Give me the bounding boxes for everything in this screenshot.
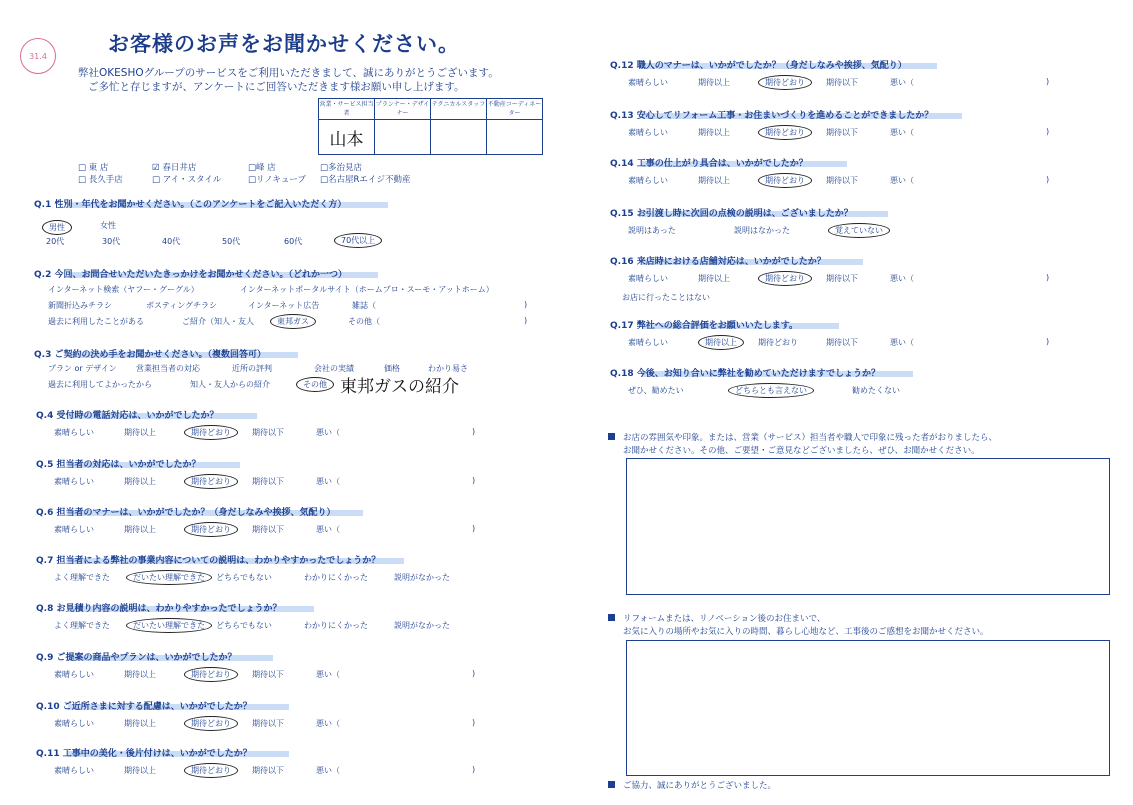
page-title: お客様のお声をお聞かせください。	[108, 32, 460, 56]
comment-2-textarea[interactable]	[626, 640, 1110, 776]
date-stamp-text: 31.4	[29, 51, 47, 61]
q10-option-6: )	[472, 718, 476, 727]
q3-opt-other[interactable]: その他	[296, 377, 334, 392]
q15-label: Q.15 お引渡し時に次回の点検の説明は、ございましたか？	[610, 209, 853, 219]
comment-2-prompt	[608, 613, 989, 639]
q8-option-1[interactable]: よく理解できた	[54, 621, 110, 630]
staff-header-technical: テクニカルスタッフ	[431, 99, 487, 120]
q5-option-1[interactable]: 素晴らしい	[54, 477, 94, 486]
staff-header-sales: 営業・サービス担当者	[319, 99, 375, 120]
q6-option-5[interactable]: 悪い（	[316, 525, 340, 534]
q9-option-3[interactable]: 期待どおり	[184, 667, 238, 682]
q17-option-4[interactable]: 期待以下	[826, 338, 858, 347]
q4-label: Q.4 受付時の電話対応は、いかがでしたか？	[36, 411, 219, 421]
q3-opt-clarity[interactable]: わかり易さ	[428, 364, 468, 373]
comment-1-prompt-line-1: お店の雰囲気や印象。または、営業（サービス）担当者や職人で印象に残った者がおりましたら、	[623, 433, 998, 443]
q5-label: Q.5 担当者の対応は、いかがでしたか？	[36, 460, 201, 470]
q1-age-50s[interactable]: 50代	[222, 237, 241, 246]
comment-1-bullet	[608, 433, 615, 440]
store-checkbox-renocube[interactable]: □リノキューブ	[248, 175, 306, 185]
staff-table	[318, 98, 543, 155]
store-checkbox-nagakute[interactable]: □ 長久手店	[78, 175, 123, 185]
q16-option-6: )	[1046, 273, 1050, 282]
q17-label: Q.17 弊社への総合評価をお願いいたします。	[610, 321, 799, 331]
q9-option-4[interactable]: 期待以下	[252, 670, 284, 679]
q2-opt-newspaper-flyer[interactable]: 新聞折込みチラシ	[48, 301, 112, 310]
q3-label: Q.3 ご契約の決め手をお聞かせください。（複数回答可）	[34, 350, 266, 360]
staff-sales-name[interactable]: 山本	[319, 120, 375, 155]
q1-label: Q.1 性別・年代をお聞かせください。（このアンケートをご記入いただく方）	[34, 200, 347, 210]
q5-option-3[interactable]: 期待どおり	[184, 474, 238, 489]
q13-option-2[interactable]: 期待以上	[698, 128, 730, 137]
q16-label: Q.16 来店時における店舗対応は、いかがでしたか？	[610, 257, 826, 267]
q5-option-5[interactable]: 悪い（	[316, 477, 340, 486]
staff-header-planner: プランナー・デザイナー	[375, 99, 431, 120]
q17-option-3[interactable]: 期待どおり	[758, 338, 798, 347]
staff-realestate-cell[interactable]	[487, 120, 543, 155]
q1-age-30s[interactable]: 30代	[102, 237, 121, 246]
q3-opt-plan-design[interactable]: プラン or デザイン	[48, 364, 117, 373]
q10-option-3[interactable]: 期待どおり	[184, 716, 238, 731]
q7-option-5[interactable]: 説明がなかった	[394, 573, 450, 582]
q8-option-2[interactable]: だいたい理解できた	[126, 618, 212, 633]
q6-option-4[interactable]: 期待以下	[252, 525, 284, 534]
q3-opt-reputation[interactable]: 近所の評判	[232, 364, 272, 373]
q14-option-5[interactable]: 悪い（	[890, 176, 914, 185]
q12-option-3[interactable]: 期待どおり	[758, 75, 812, 90]
q12-option-5[interactable]: 悪い（	[890, 78, 914, 87]
q17-option-6: )	[1046, 337, 1050, 346]
q18-option-2[interactable]: どちらとも言えない	[728, 383, 814, 398]
q6-option-3[interactable]: 期待どおり	[184, 522, 238, 537]
store-checkbox-nagoya-r-age[interactable]: □名古屋Rエイジ不動産	[320, 175, 411, 185]
q5-option-6: )	[472, 476, 476, 485]
q18-option-1[interactable]: ぜひ、勧めたい	[628, 386, 684, 395]
q3-opt-sales-response[interactable]: 営業担当者の対応	[136, 364, 200, 373]
q3-opt-friend-referral[interactable]: 知人・友人からの紹介	[190, 380, 270, 389]
q4-option-1[interactable]: 素晴らしい	[54, 428, 94, 437]
q7-option-2[interactable]: だいたい理解できた	[126, 570, 212, 585]
store-checklist-row-2	[78, 173, 420, 185]
q8-option-5[interactable]: 説明がなかった	[394, 621, 450, 630]
q1-age-60s[interactable]: 60代	[284, 237, 303, 246]
q7-option-1[interactable]: よく理解できた	[54, 573, 110, 582]
q6-option-1[interactable]: 素晴らしい	[54, 525, 94, 534]
q16-extra-option[interactable]: お店に行ったことはない	[622, 293, 710, 302]
q11-option-6: )	[472, 765, 476, 774]
q16-option-1[interactable]: 素晴らしい	[628, 274, 668, 283]
q14-label: Q.14 工事の仕上がり具合は、いかがでしたか？	[610, 159, 808, 169]
q12-option-1[interactable]: 素晴らしい	[628, 78, 668, 87]
q16-option-5[interactable]: 悪い（	[890, 274, 914, 283]
q4-option-2[interactable]: 期待以上	[124, 428, 156, 437]
q15-option-3[interactable]: 覚えていない	[828, 223, 890, 238]
q2-opt-referral[interactable]: ご紹介（知人・友人	[182, 317, 254, 326]
q13-option-4[interactable]: 期待以下	[826, 128, 858, 137]
q5-option-4[interactable]: 期待以下	[252, 477, 284, 486]
q12-option-6: )	[1046, 77, 1050, 86]
q13-label: Q.13 安心してリフォーム工事・お住まいづくりを進めることができましたか？	[610, 111, 934, 121]
q4-option-5[interactable]: 悪い（	[316, 428, 340, 437]
intro-line-2: ご多忙と存じますが、アンケートにご回答いただきます様お願い申し上げます。	[88, 81, 465, 93]
store-checkbox-istyle[interactable]: □ アイ・スタイル	[152, 175, 222, 185]
staff-header-realestate: 不動産コーディネーター	[487, 99, 543, 120]
q10-label: Q.10 ご近所さまに対する配慮は、いかがでしたか？	[36, 702, 252, 712]
q10-option-1[interactable]: 素晴らしい	[54, 719, 94, 728]
q17-option-5[interactable]: 悪い（	[890, 338, 914, 347]
store-checkbox-kasugai[interactable]: ☑ 春日井店	[152, 163, 197, 173]
q14-option-6: )	[1046, 175, 1050, 184]
q9-label: Q.9 ご提案の商品やプランは、いかがでしたか？	[36, 653, 237, 663]
q18-option-3[interactable]: 勧めたくない	[852, 386, 900, 395]
q11-option-4[interactable]: 期待以下	[252, 766, 284, 775]
q11-option-1[interactable]: 素晴らしい	[54, 766, 94, 775]
q7-option-3[interactable]: どちらでもない	[216, 573, 272, 582]
q14-option-2[interactable]: 期待以上	[698, 176, 730, 185]
closing-thanks-text: ご協力、誠にありがとうございました。	[623, 781, 777, 791]
q9-option-2[interactable]: 期待以上	[124, 670, 156, 679]
q2-other-close: )	[524, 316, 528, 325]
q13-option-6: )	[1046, 127, 1050, 136]
q2-opt-internet-search[interactable]: インターネット検索（ヤフー・グーグル）	[48, 285, 199, 294]
q15-option-2[interactable]: 説明はなかった	[734, 226, 790, 235]
comment-2-bullet	[608, 614, 615, 621]
q6-option-2[interactable]: 期待以上	[124, 525, 156, 534]
q9-option-6: )	[472, 669, 476, 678]
comment-2-prompt-line-1: リフォームまたは、リノベーション後のお住まいで、	[623, 614, 826, 624]
q10-option-4[interactable]: 期待以下	[252, 719, 284, 728]
comment-1-prompt	[608, 432, 997, 458]
q3-opt-price[interactable]: 価格	[384, 364, 400, 373]
q16-option-3[interactable]: 期待どおり	[758, 271, 812, 286]
q13-option-5[interactable]: 悪い（	[890, 128, 914, 137]
q2-opt-other[interactable]: その他（	[348, 317, 380, 326]
q5-option-2[interactable]: 期待以上	[124, 477, 156, 486]
store-checkbox-tajimi[interactable]: □多治見店	[320, 163, 363, 173]
q3-opt-track-record[interactable]: 会社の実績	[314, 364, 354, 373]
q8-option-4[interactable]: わかりにくかった	[304, 621, 368, 630]
comment-2-prompt-line-2: お気に入りの場所やお気に入りの時間、暮らし心地など、工事後のご感想をお聞かせください。	[623, 627, 989, 637]
q2-opt-used-before[interactable]: 過去に利用したことがある	[48, 317, 144, 326]
q4-option-6: )	[472, 427, 476, 436]
q2-referral-toho-gas[interactable]: 東邦ガス	[270, 314, 316, 329]
q16-option-4[interactable]: 期待以下	[826, 274, 858, 283]
q1-gender-male[interactable]: 男性	[42, 220, 72, 235]
q10-option-5[interactable]: 悪い（	[316, 719, 340, 728]
staff-technical-cell[interactable]	[431, 120, 487, 155]
q4-option-4[interactable]: 期待以下	[252, 428, 284, 437]
q13-option-1[interactable]: 素晴らしい	[628, 128, 668, 137]
q11-label: Q.11 工事中の美化・後片付けは、いかがでしたか？	[36, 749, 252, 759]
q7-option-4[interactable]: わかりにくかった	[304, 573, 368, 582]
staff-planner-cell[interactable]	[375, 120, 431, 155]
comment-1-textarea[interactable]	[626, 458, 1110, 595]
store-checklist-row-1	[78, 161, 372, 173]
q7-label: Q.7 担当者による弊社の事業内容についての説明は、わかりやすかったでしょうか？	[36, 556, 381, 566]
q11-option-3[interactable]: 期待どおり	[184, 763, 238, 778]
q2-opt-portal-site[interactable]: インターネットポータルサイト（ホームプロ・スーモ・アットホーム）	[240, 285, 494, 294]
q10-option-2[interactable]: 期待以上	[124, 719, 156, 728]
date-stamp	[20, 38, 56, 74]
q12-option-4[interactable]: 期待以下	[826, 78, 858, 87]
q6-option-6: )	[472, 524, 476, 533]
q14-option-3[interactable]: 期待どおり	[758, 173, 812, 188]
closing-thanks	[608, 779, 776, 791]
q3-opt-used-before[interactable]: 過去に利用してよかったから	[48, 380, 152, 389]
q2-magazine-close: )	[524, 300, 528, 309]
q17-option-2[interactable]: 期待以上	[698, 335, 744, 350]
q1-age-70plus[interactable]: 70代以上	[334, 233, 382, 248]
closing-bullet	[608, 781, 615, 788]
q4-option-3[interactable]: 期待どおり	[184, 425, 238, 440]
q18-label: Q.18 今後、お知り合いに弊社を勧めていただけますでしょうか？	[610, 369, 880, 379]
q1-age-40s[interactable]: 40代	[162, 237, 181, 246]
q12-option-2[interactable]: 期待以上	[698, 78, 730, 87]
q6-label: Q.6 担当者のマナーは、いかがでしたか？（身だしなみや挨拶、気配り）	[36, 508, 336, 518]
q13-option-3[interactable]: 期待どおり	[758, 125, 812, 140]
q2-opt-internet-ad[interactable]: インターネット広告	[248, 301, 320, 310]
q1-age-20s[interactable]: 20代	[46, 237, 65, 246]
q16-option-2[interactable]: 期待以上	[698, 274, 730, 283]
q2-opt-magazine[interactable]: 雑誌（	[352, 301, 376, 310]
q8-option-3[interactable]: どちらでもない	[216, 621, 272, 630]
q1-gender-female[interactable]: 女性	[100, 221, 116, 230]
q15-option-1[interactable]: 説明はあった	[628, 226, 676, 235]
q11-option-5[interactable]: 悪い（	[316, 766, 340, 775]
store-checkbox-higashi[interactable]: □ 東 店	[78, 163, 109, 173]
comment-1-prompt-line-2: お聞かせください。その他、ご要望・ご意見などございましたら、ぜひ、お聞かせください。	[623, 446, 980, 456]
q2-opt-posting-flyer[interactable]: ポスティングチラシ	[146, 301, 218, 310]
q14-option-4[interactable]: 期待以下	[826, 176, 858, 185]
q8-label: Q.8 お見積り内容の説明は、わかりやすかったでしょうか？	[36, 604, 282, 614]
q12-label: Q.12 職人のマナーは、いかがでしたか？（身だしなみや挨拶、気配り）	[610, 61, 907, 71]
q2-label: Q.2 今回、お問合せいただいたきっかけをお聞かせください。（どれか一つ）	[34, 270, 347, 280]
q14-option-1[interactable]: 素晴らしい	[628, 176, 668, 185]
q9-option-1[interactable]: 素晴らしい	[54, 670, 94, 679]
store-checkbox-mine[interactable]: □峰 店	[248, 163, 276, 173]
q11-option-2[interactable]: 期待以上	[124, 766, 156, 775]
q3-handwritten-answer[interactable]: 東邦ガスの紹介	[340, 377, 459, 397]
q9-option-5[interactable]: 悪い（	[316, 670, 340, 679]
q17-option-1[interactable]: 素晴らしい	[628, 338, 668, 347]
intro-line-1: 弊社OKESHOグループのサービスをご利用いただきまして、誠にありがとうございます。	[78, 67, 499, 79]
